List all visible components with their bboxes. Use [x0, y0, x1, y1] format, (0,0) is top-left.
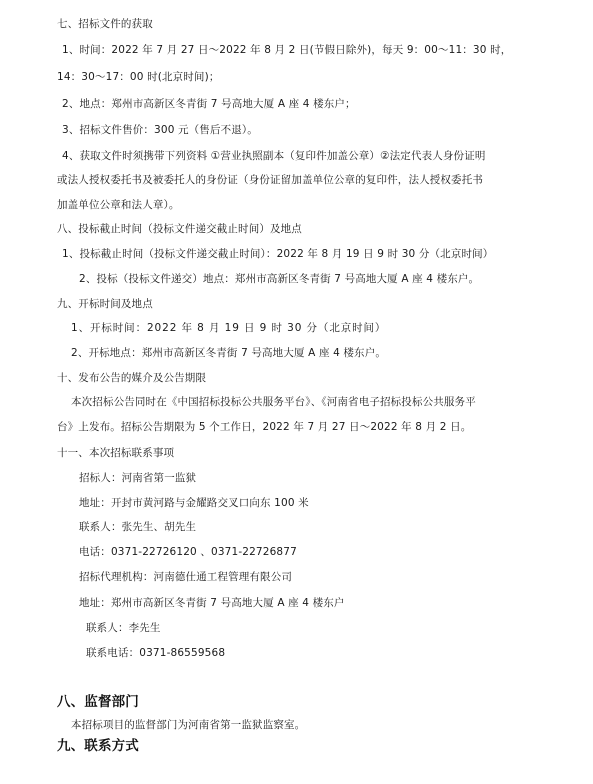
section-9-item-1: 1、开标时间：2022 年 8 月 19 日 9 时 30 分（北京时间） — [71, 322, 387, 334]
section-7-item-4-line-1: 4、获取文件时须携带下列资料 ①营业执照副本（复印件加盖公章）②法定代表人身份证明 — [62, 150, 486, 162]
contact-heading: 九、联系方式 — [57, 738, 139, 754]
section-7-item-4-line-2: 或法人授权委托书及被委托人的身份证（身份证留加盖单位公章的复印件，法人授权委托书 — [57, 174, 483, 186]
agency-address: 地址：郑州市高新区冬青街 7 号高地大厦 A 座 4 楼东户 — [79, 597, 345, 609]
section-8-heading: 八、投标截止时间（投标文件递交截止时间）及地点 — [57, 223, 302, 235]
section-9-item-2: 2、开标地点：郑州市高新区冬青街 7 号高地大厦 A 座 4 楼东户。 — [71, 347, 386, 359]
section-8-item-1: 1、投标截止时间（投标文件递交截止时间）：2022 年 8 月 19 日 9 时 30 分（北京时间） — [62, 248, 494, 260]
section-7-item-4-line-3: 加盖单位公章和法人章）。 — [57, 199, 180, 211]
supervision-text: 本招标项目的监督部门为河南省第一监狱监察室。 — [71, 719, 306, 731]
section-10-text-line-2: 台》上发布。招标公告期限为 5 个工作日，2022 年 7 月 27 日～2022 年 8 月 2 日。 — [57, 421, 472, 433]
section-8-item-2: 2、投标（投标文件递交）地点：郑州市高新区冬青街 7 号高地大厦 A 座 4 楼东户。 — [79, 273, 480, 285]
tenderer-name: 招标人：河南省第一监狱 — [79, 472, 197, 484]
agency-phone: 联系电话：0371-86559568 — [86, 647, 226, 659]
tenderer-phone: 电话：0371-22726120 、0371-22726877 — [79, 546, 297, 558]
section-7-item-1-line-1: 1、时间：2022 年 7 月 27 日～2022 年 8 月 2 日(节假日除外)，每天 9：00～11：30 时， — [62, 44, 512, 56]
section-7-item-3: 3、招标文件售价：300 元（售后不退）。 — [62, 124, 258, 136]
supervision-heading: 八、监督部门 — [57, 694, 139, 710]
section-11-heading: 十一、本次招标联系事项 — [57, 447, 175, 459]
agency-name: 招标代理机构：河南德仕通工程管理有限公司 — [79, 571, 292, 583]
section-9-heading: 九、开标时间及地点 — [57, 298, 153, 310]
section-10-heading: 十、发布公告的媒介及公告期限 — [57, 372, 207, 384]
agency-contact: 联系人：李先生 — [86, 622, 161, 634]
tenderer-contact: 联系人：张先生、胡先生 — [79, 521, 197, 533]
section-7-heading: 七、招标文件的获取 — [57, 18, 153, 30]
section-10-text-line-1: 本次招标公告同时在《中国招标投标公共服务平台》、《河南省电子招标投标公共服务平 — [71, 396, 476, 408]
tenderer-address: 地址：开封市黄河路与金耀路交叉口向东 100 米 — [79, 497, 309, 509]
section-7-item-1-line-2: 14：30～17：00 时(北京时间)； — [57, 71, 220, 83]
section-7-item-2: 2、地点：郑州市高新区冬青街 7 号高地大厦 A 座 4 楼东户； — [62, 98, 356, 110]
